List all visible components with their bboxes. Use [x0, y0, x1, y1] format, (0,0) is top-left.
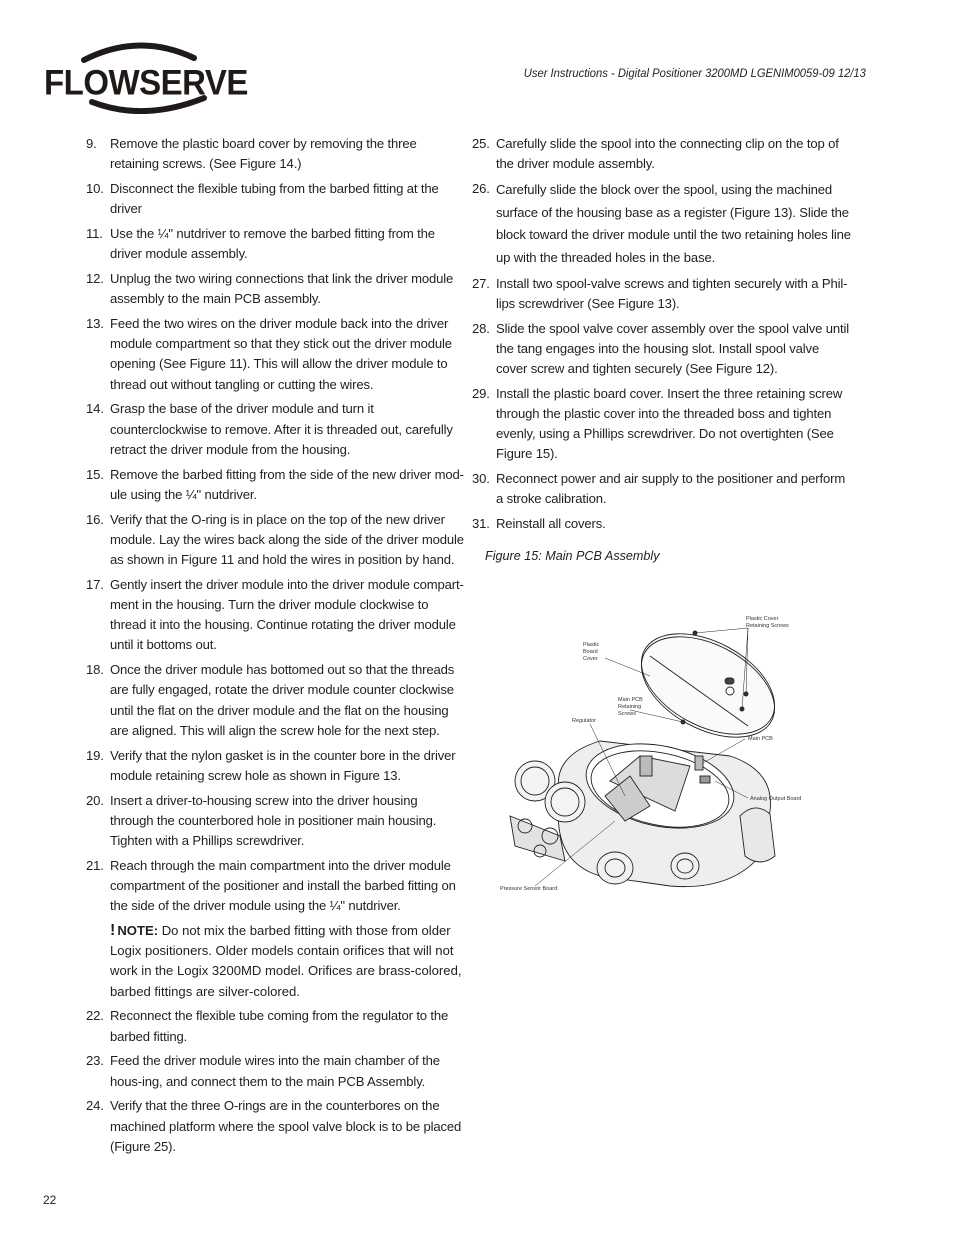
list-item: [472, 134, 852, 174]
main-pcb-assembly-figure: [490, 606, 820, 906]
step-number: 28.: [472, 320, 490, 336]
list-item: [86, 791, 464, 852]
page-number: 22: [43, 1193, 57, 1207]
callout-main-pcb-screws: Main PCB: [618, 697, 643, 703]
step-text: Slide the spool valve cover assembly over the spool valve until the tang engages into the housing slot. Install spool valve cover screw and tighten securely (See Figure 12).: [496, 320, 850, 376]
step-text: Remove the barbed fitting from the side of the new driver mod-ule using the ¼" nutdriver.: [110, 466, 464, 502]
step-number: 10.: [86, 181, 104, 196]
step-number: 19.: [86, 747, 104, 763]
list-item: [472, 514, 852, 534]
step-text: Gently insert the driver module into the driver module compart-ment in the housing. Turn the driver module clockwise to thread it into the housing. Continue rotating the driver module until it bottoms out.: [110, 576, 464, 653]
left-column: [86, 134, 464, 1162]
step-number: 22.: [86, 1008, 104, 1024]
list-item: [86, 746, 464, 786]
list-item: [86, 660, 464, 741]
step-text: Remove the plastic board cover by removing the three retaining screws. (See Figure 14.): [110, 136, 417, 172]
step-number: 15.: [86, 466, 104, 482]
callout-plastic-cover-screws-line2: Retaining Screws: [746, 623, 789, 629]
list-item: [86, 314, 464, 395]
note-label: NOTE:: [117, 923, 159, 939]
step-text: Verify that the three O-rings are in the counterbores on the machined platform where the spool valve block is to be placed (Figure 25).: [110, 1098, 462, 1154]
step-number: 12.: [86, 271, 104, 286]
step-number: 13.: [86, 316, 104, 331]
callout-pressure-sensor-board: Pressure Sensor Board: [500, 886, 558, 892]
step-text: Verify that the nylon gasket is in the counter bore in the driver module retaining screw hole as shown in Figure 13.: [110, 747, 456, 783]
step-text: Verify that the O-ring is in place on the top of the new driver module. Lay the wires back along the side of the driver module as shown in Figure 11 and hold the wires in position by hand.: [110, 511, 464, 568]
callout-main-pcb-screws-line3: Screws: [618, 711, 637, 717]
step-text: Reach through the main compartment into the driver module compartment of the positioner and install the barbed fitting on the side of the driver module using the ¼" nutdriver.: [110, 857, 456, 914]
list-item: [86, 1006, 464, 1046]
step-text: Grasp the base of the driver module and turn it counterclockwise to remove. After it is threaded out, carefully retract the driver module from the housing.: [110, 401, 453, 457]
step-text: Reconnect the flexible tube coming from the regulator to the barbed fitting.: [110, 1008, 449, 1044]
callout-plastic-board-cover-line2: Board: [583, 649, 598, 655]
step-text: Reconnect power and air supply to the positioner and perform a stroke calibration.: [496, 471, 846, 507]
list-item: [472, 384, 852, 465]
note-callout: [86, 921, 464, 1002]
step-text: Once the driver module has bottomed out so that the threads are fully engaged, rotate the driver module counter clockwise until the flat on the driver module and the flat on the housing are aligned. This will align the screw hole for the next step.: [110, 662, 455, 738]
list-item: [472, 179, 852, 269]
list-item: [86, 179, 464, 219]
warning-icon: !: [110, 922, 116, 940]
step-number: 27.: [472, 275, 490, 291]
list-item: [86, 1051, 464, 1091]
step-number: 25.: [472, 136, 490, 151]
list-item: [472, 319, 852, 380]
step-number: 21.: [86, 857, 104, 873]
step-text: Reinstall all covers.: [496, 516, 606, 532]
step-number: 16.: [86, 511, 104, 527]
callout-plastic-board-cover-line3: Cover: [583, 656, 598, 662]
callout-plastic-cover-screws: Plastic Cover: [746, 616, 779, 622]
step-text: Disconnect the flexible tubing from the barbed fitting at the driver: [110, 181, 439, 217]
step-text: Feed the two wires on the driver module back into the driver module compartment so that they stick out the driver module opening (See Figure 11). This will allow the driver module to thread out without tangling or cutting the wires.: [110, 316, 452, 392]
document-title: User Instructions - Digital Positioner 3200MD LGENIM0059-09 12/13: [523, 66, 866, 80]
list-item: [86, 465, 464, 505]
callout-plastic-board-cover: Plastic: [583, 642, 600, 648]
list-item: [86, 510, 464, 571]
step-number: 31.: [472, 516, 490, 532]
step-text: Carefully slide the spool into the connecting clip on the top of the driver module assembly.: [496, 136, 839, 172]
step-text: Feed the driver module wires into the main chamber of the hous-ing, and connect them to the main PCB Assembly.: [110, 1053, 440, 1089]
right-column: [472, 134, 852, 567]
list-item: [472, 274, 852, 314]
callout-main-pcb: Main PCB: [748, 736, 773, 742]
step-number: 26.: [472, 181, 490, 196]
list-item: [86, 399, 464, 460]
list-item: [86, 134, 464, 174]
step-text: Use the ¼" nutdriver to remove the barbed fitting from the driver module assembly.: [110, 226, 435, 262]
note-text: Do not mix the barbed fitting with those from older Logix positioners. Older models contain orifices that will not work in the Logix 3200MD model. Orifices are brass-colored, barbed fittings are silver-colored.: [110, 923, 462, 999]
list-item: [86, 575, 464, 656]
step-number: 14.: [86, 401, 104, 417]
callout-main-pcb-screws-line2: Retaining: [618, 704, 642, 710]
step-number: 11.: [86, 226, 103, 241]
step-number: 9.: [86, 136, 97, 151]
step-number: 29.: [472, 385, 490, 401]
step-number: 23.: [86, 1053, 104, 1069]
step-number: 24.: [86, 1098, 104, 1114]
flowserve-logo: [44, 40, 248, 114]
list-item: [472, 469, 852, 509]
step-number: 30.: [472, 471, 490, 487]
callout-regulator: Regulator: [572, 718, 596, 724]
list-item: [86, 1096, 464, 1157]
callout-analog-output-board: Analog Output Board: [750, 796, 802, 802]
step-number: 18.: [86, 662, 104, 678]
step-text: Install the plastic board cover. Insert the three retaining screw through the plastic cover into the threaded boss and tighten evenly, using a Phillips screwdriver. Do not overtighten (See Figure 15).: [496, 385, 843, 462]
step-text: Carefully slide the block over the spool, using the machined surface of the housing base as a register (Figure 13). Slide the block toward the driver module until the two retaining holes line up with the threaded holes in the base.: [496, 182, 851, 265]
list-item: [86, 269, 464, 309]
logo-wordmark: FLOWSERVE: [44, 62, 248, 102]
step-text: Unplug the two wiring connections that link the driver module assembly to the main PCB assembly.: [110, 271, 454, 307]
step-text: Install two spool-valve screws and tighten securely with a Phil-lips screwdriver (See Figure 13).: [496, 275, 848, 311]
list-item: [86, 856, 464, 917]
figure-caption: Figure 15: Main PCB Assembly: [485, 549, 660, 564]
step-text: Insert a driver-to-housing screw into the driver housing through the counterbored hole in positioner main housing. Tighten with a Phillips screwdriver.: [110, 792, 437, 849]
list-item: [86, 224, 464, 264]
step-number: 17.: [86, 576, 104, 592]
positioner-diagram: [490, 606, 820, 906]
step-number: 20.: [86, 792, 104, 808]
